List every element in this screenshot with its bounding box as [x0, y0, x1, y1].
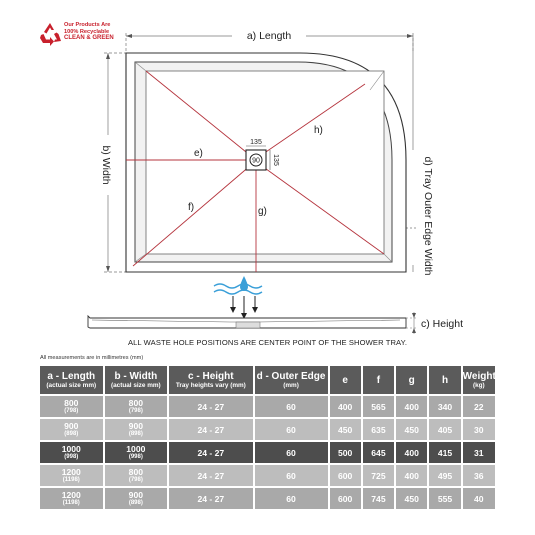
- header-subtitle: Tray heights vary (mm): [175, 381, 246, 389]
- table-cell-g: 400: [396, 465, 427, 486]
- cell-value: 1200: [61, 489, 81, 500]
- table-cell-h: 555: [429, 488, 460, 509]
- table-row: [40, 442, 495, 463]
- cell-actual-value: (798): [128, 407, 143, 414]
- label-e: e): [194, 148, 203, 159]
- dimensions-table: [38, 364, 497, 511]
- table-header-7: [429, 366, 460, 394]
- width-label: b) Width: [100, 145, 112, 185]
- table-row: [40, 419, 495, 440]
- cell-actual-value: (798): [64, 407, 79, 414]
- table-header-5: [363, 366, 394, 394]
- header-title: c - Height: [188, 370, 234, 382]
- header-title: Weight: [462, 370, 496, 382]
- table-cell-d: 60: [255, 396, 328, 417]
- cell-actual-value: (998): [128, 453, 143, 460]
- cell-value: 800: [128, 466, 144, 477]
- waste-position-note: ALL WASTE HOLE POSITIONS ARE CENTER POINT OF THE SHOWER TRAY.: [127, 338, 408, 347]
- cell-value: 900: [128, 420, 144, 431]
- cell-actual-value: (1198): [62, 476, 80, 483]
- table-cell-e: 400: [330, 396, 361, 417]
- table-cell-a: [40, 465, 103, 486]
- table-cell-b: [105, 488, 168, 509]
- table-header-2: [169, 366, 252, 394]
- table-cell-c: 24 - 27: [169, 488, 252, 509]
- cell-value: 900: [64, 420, 79, 431]
- table-cell-e: 600: [330, 465, 361, 486]
- length-label: a) Length: [246, 30, 292, 42]
- table-cell-b: [105, 465, 168, 486]
- table-cell-g: 450: [396, 419, 427, 440]
- cell-value: 800: [128, 397, 144, 408]
- cell-actual-value: (898): [128, 430, 143, 437]
- table-cell-b: [105, 442, 168, 463]
- table-cell-d: 60: [255, 488, 328, 509]
- table-row: [40, 396, 495, 417]
- table-cell-c: 24 - 27: [169, 465, 252, 486]
- table-cell-f: 725: [363, 465, 394, 486]
- table-header-row: [40, 366, 495, 394]
- table-cell-w: 30: [463, 419, 495, 440]
- table-cell-c: 24 - 27: [169, 419, 252, 440]
- table-cell-d: 60: [255, 465, 328, 486]
- table-cell-g: 400: [396, 442, 427, 463]
- cell-value: 800: [64, 397, 79, 408]
- header-title: e: [342, 374, 348, 386]
- table-cell-e: 450: [330, 419, 361, 440]
- table-cell-d: 60: [255, 442, 328, 463]
- header-title: g: [408, 374, 415, 386]
- table-header-6: [396, 366, 427, 394]
- table-cell-g: 400: [396, 396, 427, 417]
- badge-line-3: CLEAN & GREEN: [64, 35, 114, 42]
- badge-line-2: 100% Recyclable: [64, 28, 110, 35]
- table-cell-w: 22: [463, 396, 495, 417]
- table-cell-w: 40: [463, 488, 495, 509]
- header-subtitle: (mm): [283, 381, 299, 389]
- header-title: a - Length: [47, 370, 96, 382]
- table-cell-h: 415: [429, 442, 460, 463]
- cell-value: 1200: [61, 466, 81, 477]
- label-f: f): [188, 202, 195, 213]
- cell-actual-value: (798): [128, 476, 143, 483]
- header-title: f: [376, 374, 381, 386]
- table-cell-d: 60: [255, 419, 328, 440]
- table-header-4: [330, 366, 361, 394]
- table-header-3: [255, 366, 328, 394]
- cell-value: 900: [128, 489, 144, 500]
- table-cell-f: 565: [363, 396, 394, 417]
- table-cell-h: 495: [429, 465, 460, 486]
- cell-actual-value: (898): [64, 430, 79, 437]
- table-cell-f: 645: [363, 442, 394, 463]
- waste-width-label: 135: [250, 139, 262, 146]
- table-cell-g: 450: [396, 488, 427, 509]
- header-title: b - Width: [114, 370, 158, 382]
- water-drop-icon: [214, 276, 262, 294]
- table-header-0: [40, 366, 103, 394]
- table-cell-f: 635: [363, 419, 394, 440]
- table-cell-h: 340: [429, 396, 460, 417]
- waste-height-label: 135: [272, 154, 279, 166]
- waste-diameter: 90: [252, 157, 260, 165]
- table-row: [40, 465, 495, 486]
- table-cell-e: 600: [330, 488, 361, 509]
- table-cell-a: [40, 396, 103, 417]
- cell-actual-value: (1198): [62, 499, 80, 506]
- table-header-8: [463, 366, 495, 394]
- cell-value: 1000: [61, 443, 81, 454]
- cell-actual-value: (898): [128, 499, 143, 506]
- table-header-1: [105, 366, 168, 394]
- measurement-unit-note: All measurements are in millimetres (mm): [40, 355, 144, 361]
- header-title: h: [441, 374, 449, 386]
- badge-line-1: Our Products Are: [64, 22, 111, 28]
- table-cell-b: [105, 419, 168, 440]
- cell-actual-value: (998): [64, 453, 79, 460]
- table-cell-e: 500: [330, 442, 361, 463]
- table-cell-a: [40, 488, 103, 509]
- table-cell-a: [40, 419, 103, 440]
- table-cell-w: 31: [463, 442, 495, 463]
- table-cell-h: 405: [429, 419, 460, 440]
- header-subtitle: (kg): [472, 381, 485, 389]
- table-cell-b: [105, 396, 168, 417]
- header-title: d - Outer Edge: [256, 370, 326, 382]
- height-label: c) Height: [421, 318, 464, 330]
- table-cell-c: 24 - 27: [169, 396, 252, 417]
- table-cell-c: 24 - 27: [169, 442, 252, 463]
- header-subtitle: (actual size mm): [46, 381, 97, 389]
- outer-edge-label: d) Tray Outer Edge Width: [422, 156, 434, 276]
- table-cell-a: [40, 442, 103, 463]
- table-row: [40, 488, 495, 509]
- table-cell-w: 36: [463, 465, 495, 486]
- header-subtitle: (actual size mm): [110, 381, 161, 389]
- cell-value: 1000: [126, 443, 146, 454]
- label-g: g): [258, 206, 267, 217]
- table-cell-f: 745: [363, 488, 394, 509]
- label-h: h): [314, 125, 323, 136]
